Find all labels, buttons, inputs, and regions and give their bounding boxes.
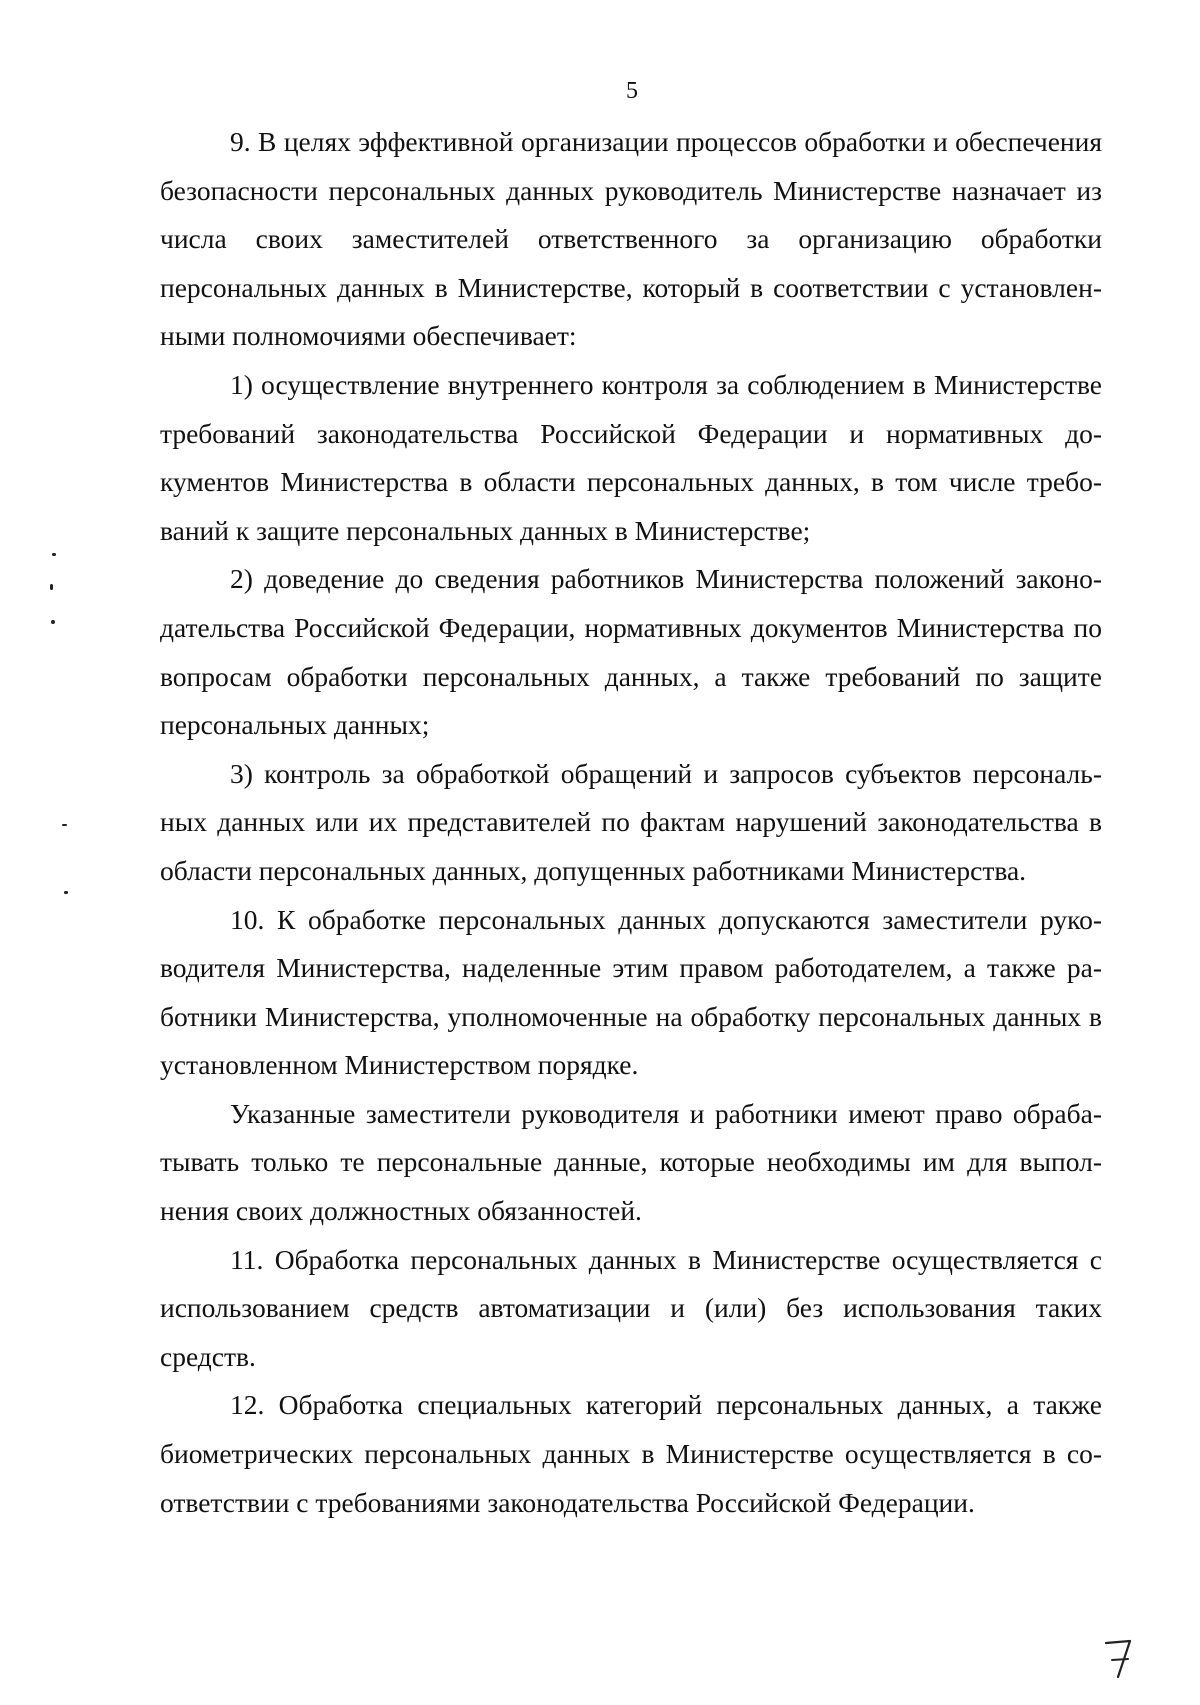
page-number: 5 xyxy=(626,78,638,104)
paragraph-10: 10. К обработке персональных данных допускаются заместители руководителя Министерства, наделенные этим правом работодателем, а также работники Министерства, уполномоченные на обработку персональных данных в установленном Министерством порядке. xyxy=(160,903,1102,1081)
document-body xyxy=(160,118,1102,1527)
scan-speck xyxy=(62,824,67,826)
paragraph-9-item-1: 1) осуществление внутреннего контроля за соблюдением в Министерстве требований законодательства Российской Федерации и нормативных документов Министерства в области персональных данных, в том числе требований к защите персональных данных в Министерстве; xyxy=(160,368,1102,546)
paragraph-9-item-2: 2) доведение до сведения работников Министерства положений законодательства Российской Федерации, нормативных документов Министерства по вопросам обработки персональных данных, а также требований по защите персональных данных; xyxy=(160,563,1102,741)
paragraph-12: 12. Обработка специальных категорий персональных данных, а также биометрических персональных данных в Министерстве осуществляется в соответствии с требованиями законодательства Российской Федерации. xyxy=(160,1389,1102,1518)
paragraph-11: 11. Обработка персональных данных в Министерстве осуществляется с использованием средств автоматизации и (или) без использования таких средств. xyxy=(160,1243,1102,1372)
scan-speck xyxy=(51,620,55,624)
scan-speck xyxy=(52,553,56,556)
paragraph-9: 9. В целях эффективной организации процессов обработки и обеспечения безопасности персональных данных руководитель Министерстве назначает из числа своих заместителей ответственного за организацию обработки персональных данных в Министерстве, который в соответствии с установленными полномочиями обеспечивает: xyxy=(160,126,1102,352)
scan-speck xyxy=(64,891,68,894)
paragraph-9-item-3: 3) контроль за обработкой обращений и запросов субъектов персональных данных или их представителей по фактам нарушений законодательства в области персональных данных, допущенных работниками Министерства. xyxy=(160,757,1102,886)
scan-speck xyxy=(50,584,53,590)
handwritten-page-mark xyxy=(1098,1633,1138,1683)
paragraph-10-note: Указанные заместители руководителя и работники имеют право обрабатывать только те персональные данные, которые необходимы им для выполнения своих должностных обязанностей. xyxy=(160,1097,1102,1227)
